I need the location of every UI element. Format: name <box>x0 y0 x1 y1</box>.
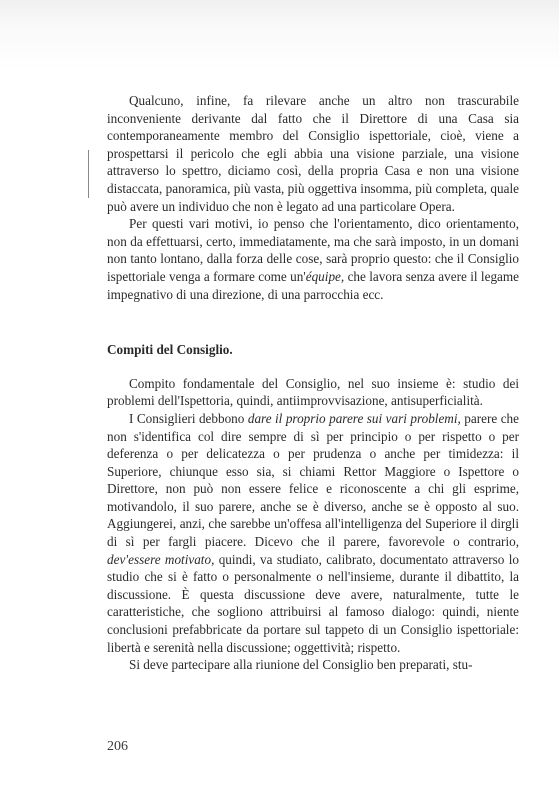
scan-shadow <box>0 0 559 70</box>
page-body <box>107 92 519 674</box>
page-number: 206 <box>107 739 128 754</box>
paragraph-4: I Consiglieri debbono dare il proprio parere sui vari problemi, parere che non s'identifica col dire sempre di sì per principio o per rispetto o per deferenza o per delicatezza o per prudenza o anche per timidezza: il Superiore, chiunque esso sia, si chiami Rettor Maggiore o Ispettore o Direttore, non può non essere felice e riconoscente a chi gli esprime, motivandolo, il suo parere, anche se è diverso, anche se è opposto al suo. Aggiungerei, anzi, che sarebbe un'offesa all'intelligenza del Superiore il dirgli di sì per fargli piacere. Dicevo che il parere, favorevole o contrario, dev'essere motivato, quindi, va studiato, calibrato, documentato attraverso lo studio che si è fatto o personalmente o nell'insieme, durante il dibattito, la discussione. È questa discussione deve avere, naturalmente, tutte le caratteristiche, che sogliono attribuirsi al famoso dialogo: quindi, niente conclusioni prefabbricate da portare sul tappeto di un Consiglio ispettoriale: libertà e serenità nella discussione; oggettività; rispetto. <box>107 410 519 655</box>
paragraph-3: Compito fondamentale del Consiglio, nel suo insieme è: studio dei problemi dell'Ispettoria, quindi, antiimprovvisazione, antisuperficialità. <box>107 375 519 409</box>
section-title: Compiti del Consiglio. <box>107 342 233 358</box>
paragraph-5: Si deve partecipare alla riunione del Consiglio ben preparati, stu- <box>129 657 473 673</box>
margin-mark <box>88 150 89 198</box>
paragraph-2: Per questi vari motivi, io penso che l'orientamento, dico orientamento, non da effettuarsi, certo, immediatamente, ma che sarà imposto, in un domani non tanto lontano, dalla forza delle cose, sarà proprio questo: che il Consiglio ispettoriale venga a formare come un'équipe, che lavora senza avere il legame impegnativo di una direzione, di una parrocchia ecc. <box>107 216 519 302</box>
paragraph-1: Qualcuno, infine, fa rilevare anche un altro non trascurabile inconveniente derivante dal fatto che il Direttore di una Casa sia contemporaneamente membro del Consiglio ispettoriale, cioè, viene a prospettarsi il pericolo che egli abbia una visione parziale, una visione attraverso lo spettro, diciamo così, della propria Casa e non una visione distaccata, panoramica, più vasta, più oggettiva insomma, più completa, quale può avere un individuo che non è legato ad una particolare Opera. <box>107 93 519 214</box>
